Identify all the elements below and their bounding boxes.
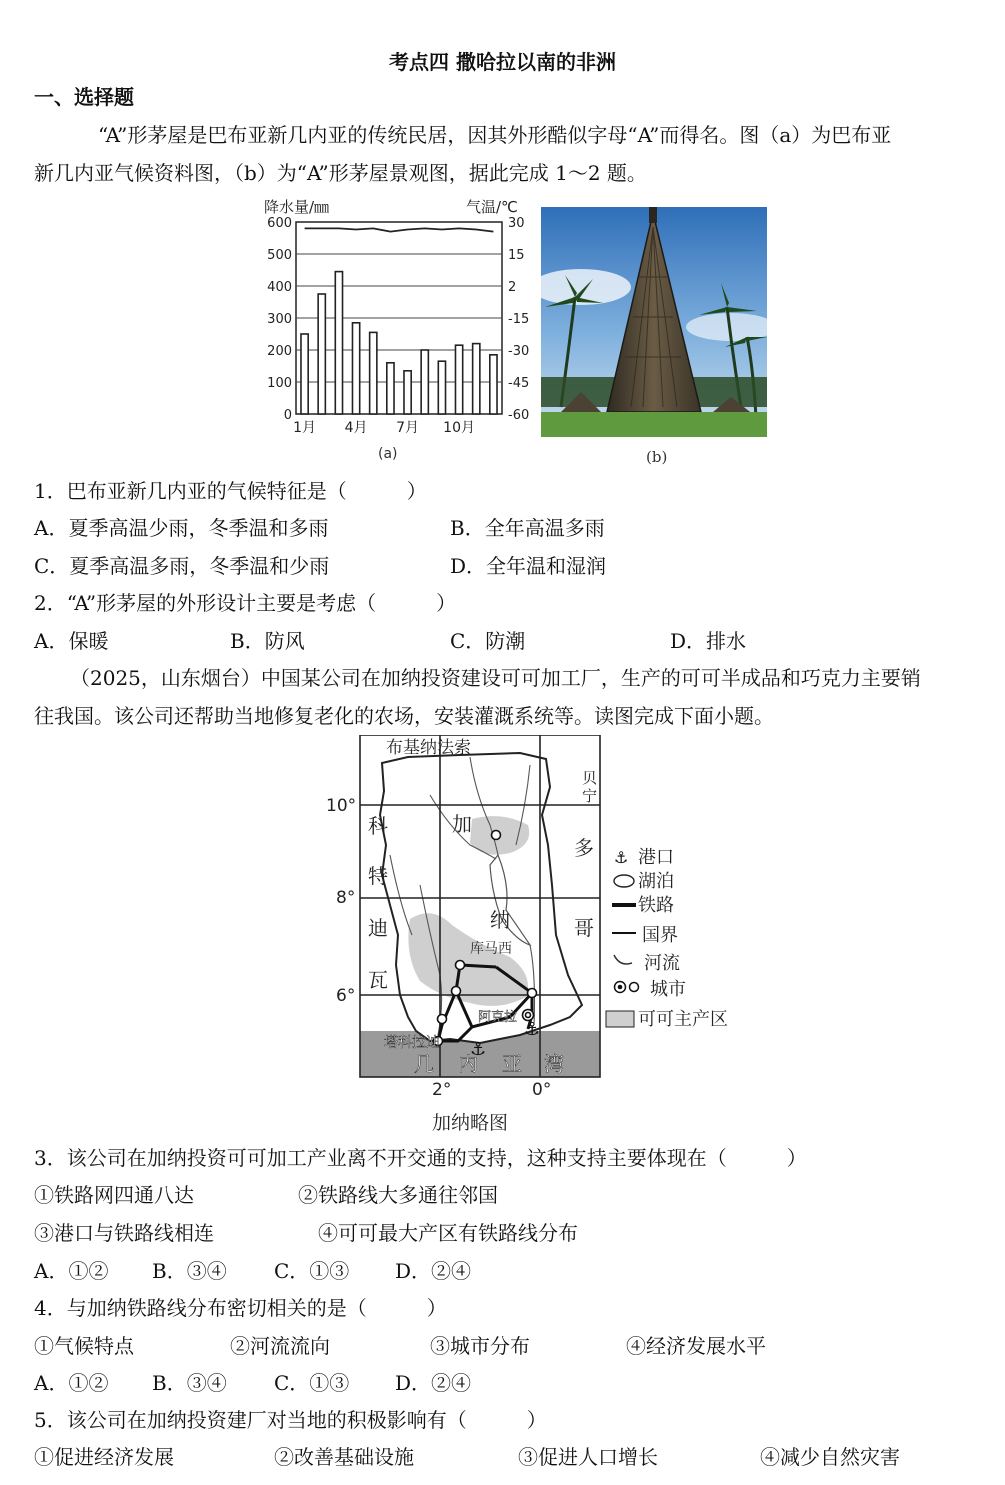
precip-bar-4月 [352,323,359,414]
q3-statement-2: ②铁路线大多通往邻国 [298,1183,498,1207]
q3-statement-3: ③港口与铁路线相连 [34,1221,214,1245]
label-togo-2: 哥 [574,916,594,940]
sea-label-4: 湾 [544,1052,564,1076]
chart-ytick-label: 600 [267,216,292,231]
precip-bar-11月 [473,344,480,414]
legend-lake: 湖泊 [638,871,674,892]
q5-statement-2: ②改善基础设施 [274,1445,414,1469]
chart-xtick-label: 10月 [443,420,475,436]
figure-a-caption: (a) [378,446,398,462]
precip-bar-10月 [455,345,462,414]
city-marker [438,1015,447,1024]
chart-xtick-label: 4月 [344,420,368,436]
lat-8: 8° [336,888,356,908]
map-caption: 加纳略图 [432,1112,509,1134]
chart-y2tick-label: -60 [508,408,530,423]
chart-y2tick-label: -45 [508,376,530,391]
port-anchor-icon: ⚓ [470,1039,487,1060]
q1-option-a[interactable]: A．夏季高温少雨，冬季温和多雨 [34,516,329,540]
sea-label-3: 亚 [502,1052,522,1076]
legend-river-icon [614,955,632,964]
chart-ytick-label: 0 [283,408,292,423]
chart-ytick-label: 300 [267,312,292,327]
label-civ-1: 科 [368,814,388,838]
temperature-line [305,228,494,231]
q5-statement-3: ③促进人口增长 [518,1445,658,1469]
q1-stem: 1．巴布亚新几内亚的气候特征是（ ） [34,479,427,503]
chart-xtick-label: 1月 [293,420,317,436]
q5-stem: 5．该公司在加纳投资建厂对当地的积极影响有（ ） [34,1408,547,1432]
legend-port: 港口 [638,847,674,868]
q4-statement-1: ①气候特点 [34,1334,134,1358]
precip-bar-5月 [370,332,377,414]
label-kumasi: 库马西 [470,941,512,957]
precip-bar-8月 [421,350,428,414]
chart-ytick-label: 500 [267,248,292,263]
chart-y2label: 气温/℃ [466,198,518,216]
label-civ-2: 特 [368,864,388,888]
legend-lake-icon [614,875,634,887]
precip-bar-9月 [438,361,445,414]
chart-y2tick-label: 30 [508,216,525,231]
q3-stem: 3．该公司在加纳投资可可加工产业离不开交通的支持，这种支持主要体现在（ ） [34,1146,807,1170]
city-kumasi-marker [456,961,465,970]
q4-option-d[interactable]: D．②④ [395,1371,472,1395]
legend-city: 城市 [650,979,686,1000]
city-marker [528,989,537,998]
q2-option-d[interactable]: D．排水 [670,629,747,653]
label-civ-3: 迪 [368,916,388,940]
legend-cocoa-icon [606,1011,634,1027]
label-benin-1: 贝 [582,769,598,787]
q3-option-d[interactable]: D．②④ [395,1259,472,1283]
precip-bar-1月 [301,334,308,414]
city-tamale-marker [492,831,501,840]
label-takoradi: 塔科拉迪 [384,1035,440,1051]
map-legend [606,847,728,1030]
q5-statement-4: ④减少自然灾害 [760,1445,900,1469]
q2-option-a[interactable]: A．保暖 [34,629,109,653]
q3-option-c[interactable]: C．①③ [274,1259,350,1283]
lon-0: 0° [532,1080,552,1100]
chart-ytick-label: 200 [267,344,292,359]
label-civ-4: 瓦 [368,968,388,992]
intro-paragraph-1-line-1: “A”形茅屋是巴布亚新几内亚的传统民居，因其外形酷似字母“A”而得名。图（a）为巴布亚 [98,123,892,147]
precip-bar-6月 [387,363,394,414]
q4-option-b[interactable]: B．③④ [152,1371,227,1395]
q2-option-b[interactable]: B．防风 [230,629,305,653]
page-title: 考点四 撒哈拉以南的非洲 [389,50,616,74]
label-ghana-1: 加 [452,812,472,836]
figure-b-caption: (b) [646,448,668,466]
sea-label-1: 几 [414,1052,434,1076]
q2-stem: 2．“A”形茅屋的外形设计主要是考虑（ ） [34,591,457,615]
q3-statement-1: ①铁路网四通八达 [34,1183,194,1207]
chart-y2tick-label: 15 [508,248,525,263]
legend-river: 河流 [644,953,680,974]
label-accra: 阿克拉 [478,1010,518,1025]
chart-y2tick-label: -30 [508,344,530,359]
q4-option-a[interactable]: A．①② [34,1371,109,1395]
section-heading: 一、选择题 [34,85,134,109]
legend-railway: 铁路 [638,895,674,916]
port-anchor-icon: ⚓ [524,1019,541,1040]
legend-cocoa: 可可主产区 [638,1009,728,1030]
precip-bar-12月 [490,355,497,414]
label-togo-1: 多 [574,836,594,860]
lon-2: 2° [432,1080,452,1100]
intro-paragraph-2-line-2: 往我国。该公司还帮助当地修复老化的农场，安装灌溉系统等。读图完成下面小题。 [34,704,774,728]
chart-y2tick-label: 2 [508,280,517,295]
intro-paragraph-1-line-2: 新几内亚气候资料图，（b）为“A”形茅屋景观图，据此完成 1～2 题。 [34,161,647,185]
sea-label-2: 内 [458,1052,478,1076]
q4-statement-3: ③城市分布 [430,1334,530,1358]
q4-statement-4: ④经济发展水平 [626,1334,766,1358]
q3-option-a[interactable]: A．①② [34,1259,109,1283]
ghana-map [320,735,760,1137]
q4-stem: 4．与加纳铁路线分布密切相关的是（ ） [34,1296,447,1320]
legend-border: 国界 [642,925,678,946]
q4-statement-2: ②河流流向 [230,1334,330,1358]
q3-option-b[interactable]: B．③④ [152,1259,227,1283]
q3-statement-4: ④可可最大产区有铁路线分布 [318,1221,578,1245]
legend-port-icon: ⚓ [614,848,629,867]
label-ghana-2: 纳 [490,908,510,932]
intro-paragraph-2-line-1: （2025，山东烟台）中国某公司在加纳投资建设可可加工厂，生产的可可半成品和巧克力主要销 [70,666,921,690]
label-burkina-faso: 布基纳法索 [386,738,471,758]
chart-xtick-label: 7月 [396,420,420,436]
precip-bar-2月 [318,294,325,414]
q2-option-c[interactable]: C．防潮 [450,629,526,653]
climate-chart [258,192,536,468]
city-marker [452,987,461,996]
lat-10: 10° [326,796,357,816]
a-frame-hut-photo [541,207,767,437]
chart-ytick-label: 400 [267,280,292,295]
q5-statement-1: ①促进经济发展 [34,1445,174,1469]
chart-ytick-label: 100 [267,376,292,391]
q4-option-c[interactable]: C．①③ [274,1371,350,1395]
q1-option-d[interactable]: D．全年温和湿润 [450,554,607,578]
q1-option-c[interactable]: C．夏季高温多雨，冬季温和少雨 [34,554,330,578]
lat-6: 6° [336,986,356,1006]
chart-ylabel: 降水量/㎜ [264,198,330,216]
precip-bar-7月 [404,371,411,414]
chart-y2tick-label: -15 [508,312,530,327]
precip-bar-3月 [335,272,342,414]
label-benin-2: 宁 [582,787,598,805]
q1-option-b[interactable]: B．全年高温多雨 [450,516,605,540]
